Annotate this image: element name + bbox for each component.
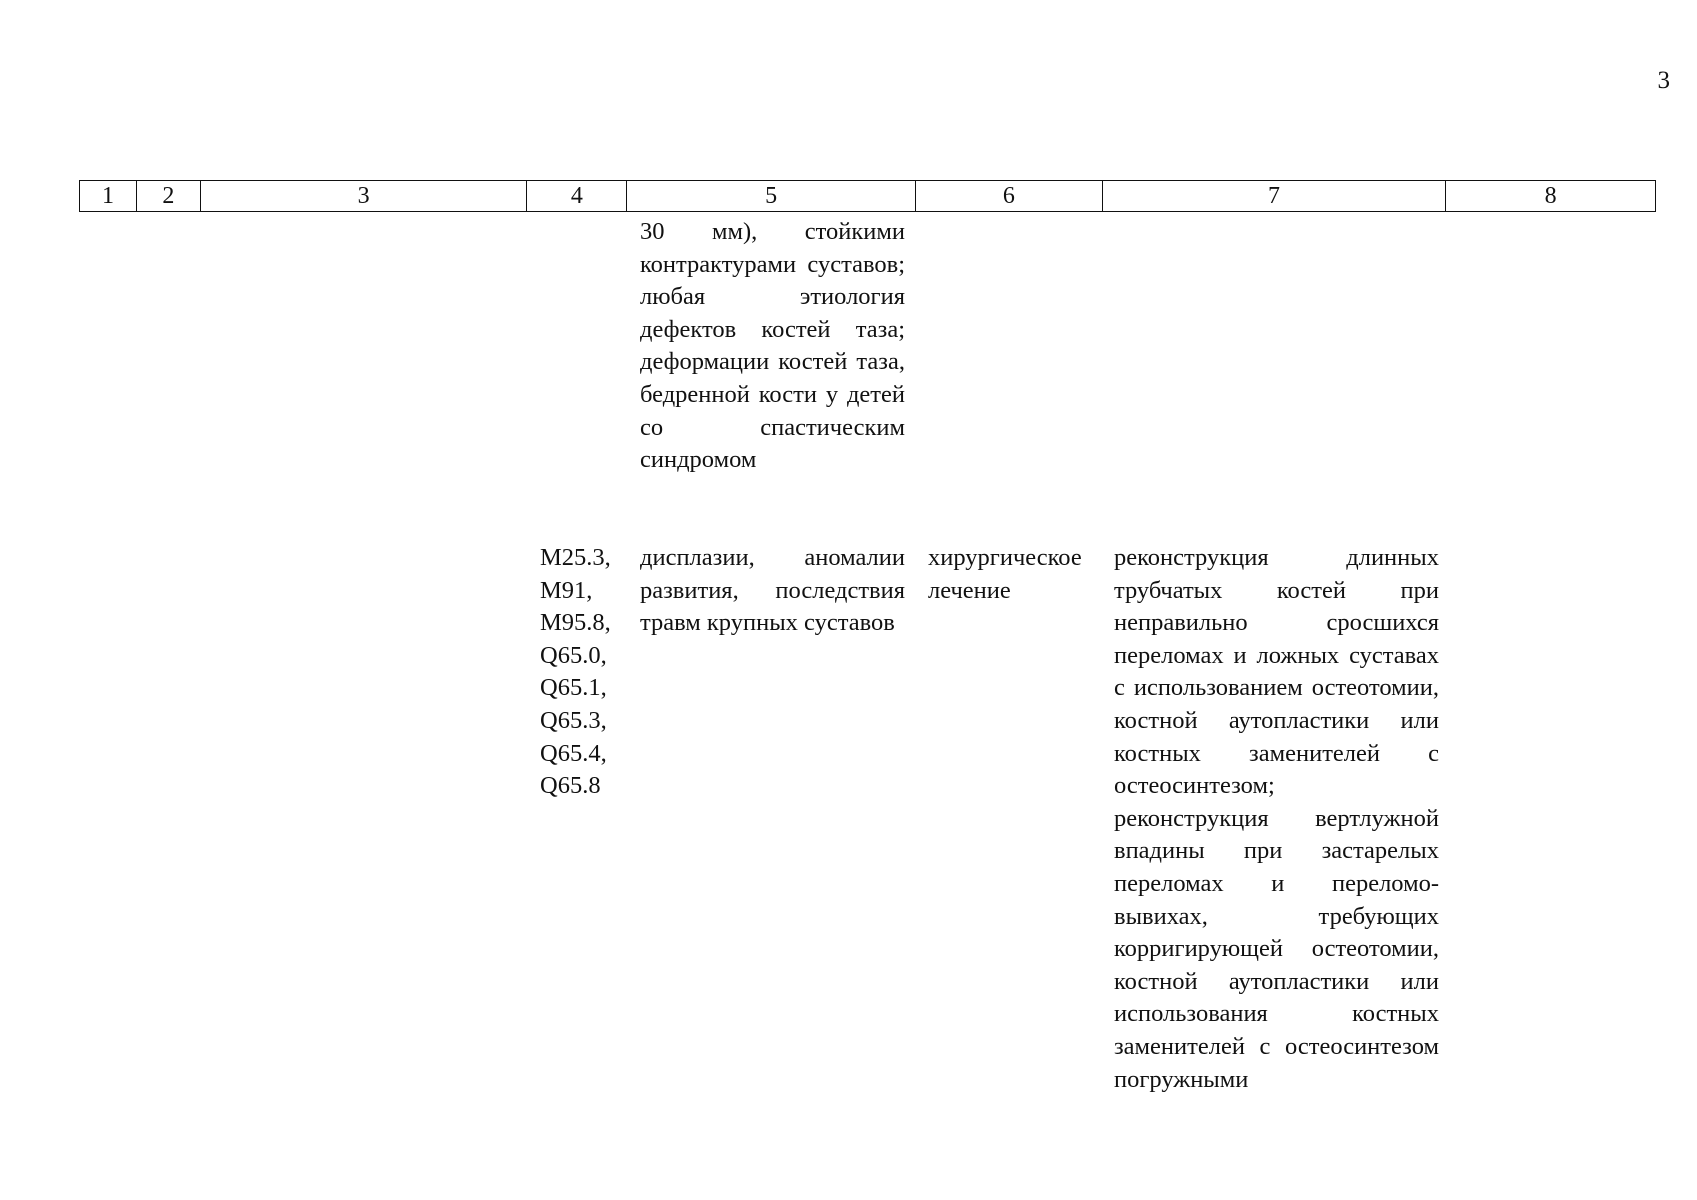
code-item: M91, (540, 576, 593, 604)
header-col-2: 2 (137, 181, 201, 211)
methods-cell (1114, 542, 1439, 1096)
diagnosis-codes (540, 542, 611, 803)
header-col-5: 5 (627, 181, 916, 211)
code-item: Q65.4, (540, 739, 607, 767)
table-header-row (79, 180, 1656, 212)
header-col-8: 8 (1544, 183, 1557, 209)
code-item: M25.3, (540, 544, 611, 571)
code-item: Q65.8 (540, 772, 601, 800)
method-text: реконструкция длинных трубчатых костей при неправильно сросшихся переломах и ложных суставах с использованием остеотомии, костной аутопластики или костных заменителей с остеосинтезом; (1114, 544, 1439, 800)
treatment-type-text: хирургическое лечение (928, 544, 1082, 604)
condition-text: дисплазии, аномалии развития, последствия травм крупных суставов (640, 544, 905, 637)
treatment-type-cell (928, 542, 1093, 607)
header-col-6: 6 (916, 181, 1103, 211)
header-col-1: 1 (80, 181, 137, 211)
header-col-4: 4 (527, 181, 627, 211)
header-col-7: 7 (1103, 181, 1447, 211)
code-item: Q65.1, (540, 674, 607, 702)
condition-cell (640, 542, 905, 640)
method-text: реконструкция вертлужной впадины при застарелых переломах и переломо-вывихах, требующих корригирующей остеотомии, костной аутопластики или использования костных заменителей с остеосинтезом погружными (1114, 804, 1439, 1093)
col5-continuation-text (640, 216, 905, 477)
condition-continuation: 30 мм), стойкими контрактурами суставов; любая этиология дефектов костей таза; деформации костей таза, бедренной кости у детей со спастическим синдромом (640, 218, 905, 474)
code-item: M95.8, (540, 609, 611, 637)
code-item: Q65.0, (540, 641, 607, 669)
page-number: 3 (1657, 67, 1670, 94)
code-item: Q65.3, (540, 706, 607, 734)
header-col-3: 3 (201, 181, 528, 211)
